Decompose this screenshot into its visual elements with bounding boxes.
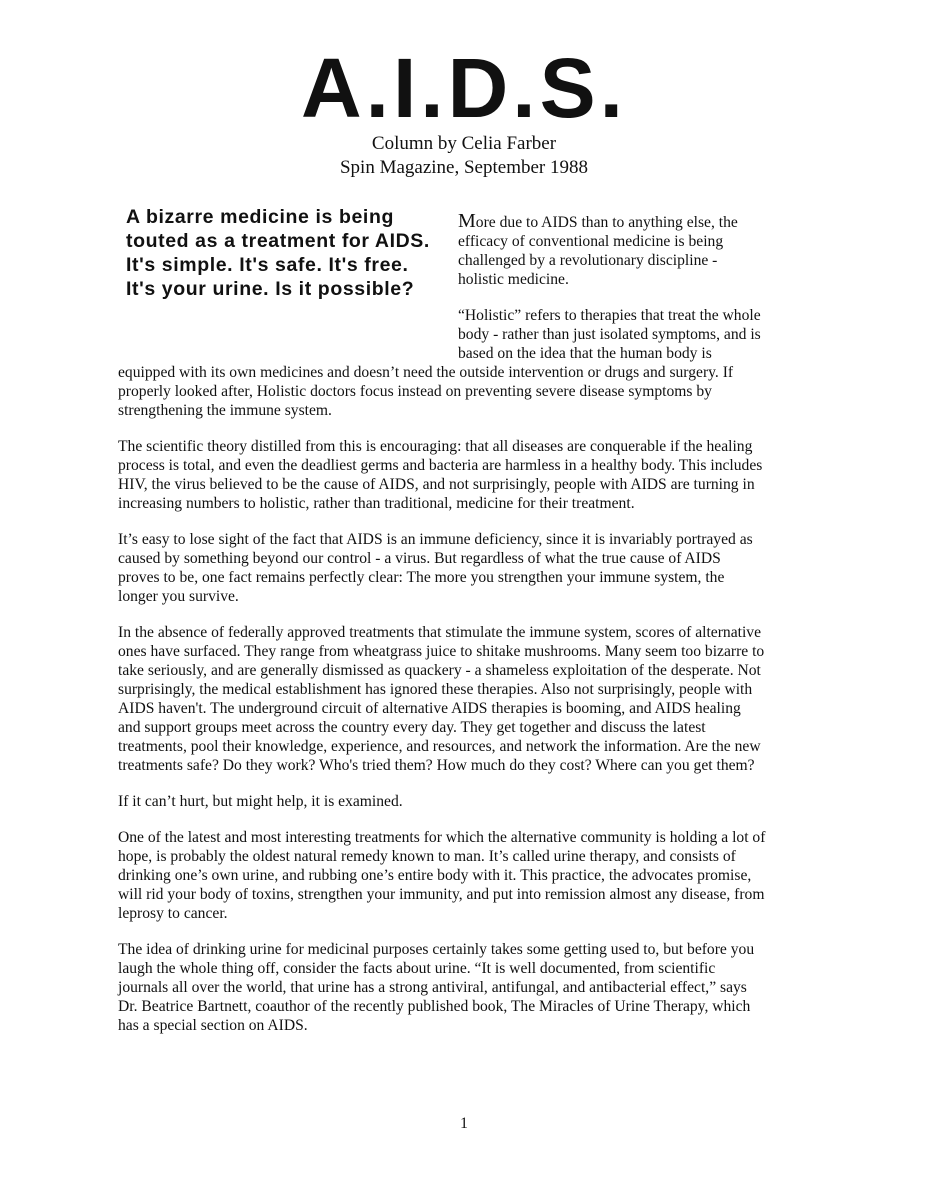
paragraph-4: It’s easy to lose sight of the fact that AIDS is an immune deficiency, since it is invariably portrayed as caused by something beyond our control - a virus. But regardless of what the true cause of AIDS proves to be, one fact remains perfectly clear: The more you strengthen your immune system, the longer you survive. — [118, 531, 753, 605]
article-body — [118, 205, 766, 1052]
paragraph-6: If it can’t hurt, but might help, it is examined. — [118, 793, 403, 810]
byline — [0, 132, 928, 180]
page-title: A.I.D.S. — [300, 41, 628, 135]
paragraph-5: In the absence of federally approved treatments that stimulate the immune system, scores of alternative ones have surfaced. They range from wheatgrass juice to shitake mushrooms. Many seem too bizarre to take seriously, and are generally dismissed as quackery - a shameless exploitation of the desperate. Not surprisingly, the medical establishment has ignored these therapies. Also not surprisingly, people with AIDS haven't. The underground circuit of alternative AIDS therapies is booming, and AIDS healing and support groups meet across the country every day. They get together and discuss the latest treatments, pool their knowledge, experience, and resources, and network the information. Are the new treatments safe? Do they work? Who's tried them? How much do they cost? Where can you get them? — [118, 624, 765, 774]
drop-cap: M — [458, 210, 476, 232]
paragraph-3: The scientific theory distilled from this is encouraging: that all diseases are conquerable if the healing process is total, and even the deadliest germs and bacteria are harmless in a healthy body. This includes HIV, the virus believed to be the cause of AIDS, and not surprisingly, people with AIDS are turning in increasing numbers to holistic, rather than traditional, medicine for their treatment. — [118, 438, 763, 512]
pull-quote: A bizarre medicine is being touted as a treatment for AIDS. It's simple. It's safe. It's free. It's your urine. Is it possible? — [126, 206, 430, 300]
page-number: 1 — [460, 1115, 468, 1132]
paragraph-1-text: ore due to AIDS than to anything else, the efficacy of conventional medicine is being challenged by a revolutionary discipline - holistic medicine. — [458, 214, 738, 288]
paragraph-7: One of the latest and most interesting treatments for which the alternative community is holding a lot of hope, is probably the oldest natural remedy known to man. It’s called urine therapy, and consists of drinking one’s own urine, and rubbing one’s entire body with it. This practice, the advocates promise, will rid your body of toxins, strengthen your immunity, and put into remission almost any disease, from leprosy to cancer. — [118, 829, 766, 922]
paragraph-2: “Holistic” refers to therapies that treat the whole body - rather than just isolated symptoms, and is based on the idea that the human body is equipped with its own medicines and doesn’t need the outside intervention or drugs and surgery. If properly looked after, Holistic doctors focus instead on preventing severe disease symptoms by strengthening the immune system. — [118, 307, 761, 419]
byline-publication: Spin Magazine, September 1988 — [339, 157, 588, 178]
paragraph-8: The idea of drinking urine for medicinal purposes certainly takes some getting used to, but before you laugh the whole thing off, consider the facts about urine. “It is well documented, from scientific journals all over the world, that urine has a strong antiviral, antifungal, and antibacterial effect,” says Dr. Beatrice Bartnett, coauthor of the recently published book, The Miracles of Urine Therapy, which has a special section on AIDS. — [118, 941, 755, 1034]
byline-author: Column by Celia Farber — [371, 133, 557, 154]
